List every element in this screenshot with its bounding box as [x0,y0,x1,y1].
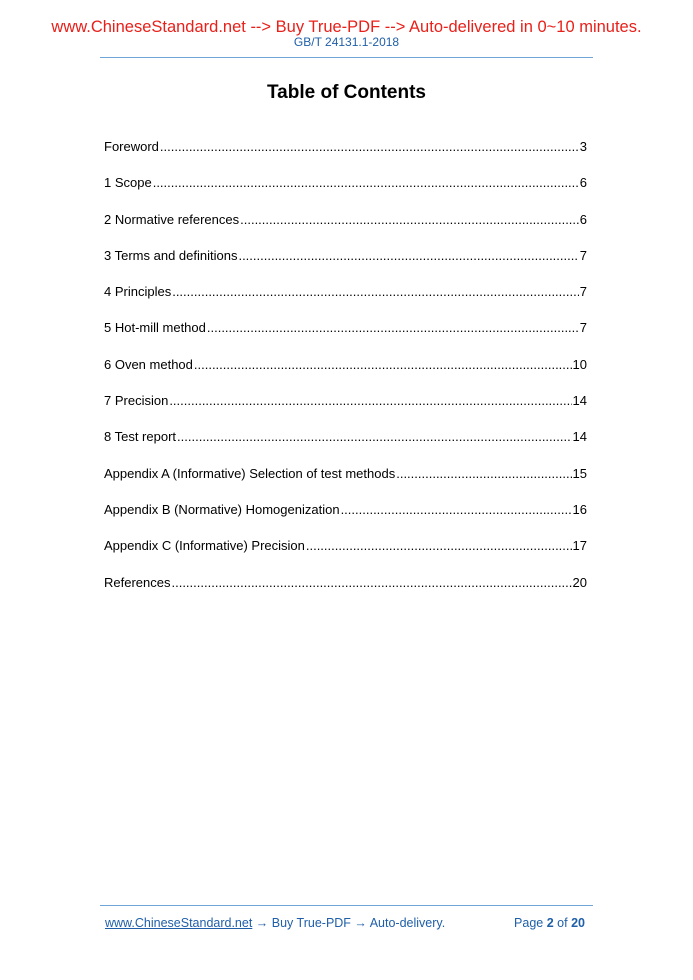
toc-entry[interactable] [104,466,587,502]
toc-entry-label: 7 Precision [104,393,169,409]
toc-entry[interactable] [104,139,587,175]
toc-entry-label: 1 Scope [104,175,152,191]
toc-entry-label: 5 Hot-mill method [104,320,206,336]
toc-leader-dots [238,248,578,263]
toc-leader-dots [171,575,571,590]
footer-divider [100,905,593,906]
toc-entry-page: 20 [572,574,587,590]
toc-entry-page: 6 [579,175,587,191]
toc-entry-page: 15 [572,465,587,481]
toc-entry-page: 10 [572,356,587,372]
toc-entry[interactable] [104,212,587,248]
toc-entry-page: 6 [579,211,587,227]
toc-leader-dots [240,212,579,227]
toc-entry-label: 8 Test report [104,429,177,445]
page-of: of [557,916,568,930]
promo-banner[interactable]: www.ChineseStandard.net --> Buy True-PDF --> Auto-delivered in 0~10 minutes. [51,18,642,36]
toc-entry-page: 7 [579,247,587,263]
toc-entry[interactable] [104,502,587,538]
toc-leader-dots [169,393,571,408]
toc-entry-page: 3 [579,139,587,154]
page-prefix: Page [514,916,544,930]
toc-leader-dots [396,466,571,481]
toc-entry-label: Appendix A (Informative) Selection of test methods [104,465,396,481]
toc-entry-page: 16 [572,501,587,517]
page-total: 20 [571,916,585,930]
toc-entry-label: References [104,574,171,590]
toc-entry-label: Foreword [104,139,159,154]
toc-entry-label: Appendix C (Informative) Precision [104,538,305,554]
toc-leader-dots [160,139,579,154]
document-id: GB/T 24131.1-2018 [293,35,400,49]
toc-entry-page: 17 [572,538,587,554]
toc-entry[interactable] [104,538,587,574]
footer-site-link[interactable]: www.ChineseStandard.net [105,916,253,930]
toc-entry-label: 2 Normative references [104,211,240,227]
toc-entry-label: Appendix B (Normative) Homogenization [104,501,340,517]
toc-leader-dots [172,284,579,299]
header-divider [100,57,593,58]
footer-promo [105,916,445,930]
table-of-contents [104,139,587,611]
toc-entry[interactable] [104,320,587,356]
toc-leader-dots [207,320,579,335]
toc-entry-label: 6 Oven method [104,356,193,372]
toc-entry[interactable] [104,575,587,611]
toc-leader-dots [194,357,572,372]
toc-entry-page: 14 [572,429,587,445]
page-title: Table of Contents [266,82,427,103]
toc-entry[interactable] [104,175,587,211]
toc-entry[interactable] [104,248,587,284]
toc-entry-label: 3 Terms and definitions [104,247,238,263]
toc-leader-dots [153,175,579,190]
toc-entry-page: 7 [579,284,587,300]
toc-entry-page: 14 [572,393,587,409]
page-footer [105,916,585,930]
toc-entry[interactable] [104,393,587,429]
toc-entry[interactable] [104,357,587,393]
toc-entry-page: 7 [579,320,587,336]
page-indicator [514,916,585,930]
toc-leader-dots [341,502,572,517]
toc-entry[interactable] [104,429,587,465]
toc-leader-dots [177,429,572,444]
toc-leader-dots [306,538,572,553]
toc-entry-label: 4 Principles [104,284,172,300]
footer-promo-text: → Buy True-PDF → Auto-delivery. [252,916,446,930]
toc-entry[interactable] [104,284,587,320]
page-current: 2 [546,916,554,930]
